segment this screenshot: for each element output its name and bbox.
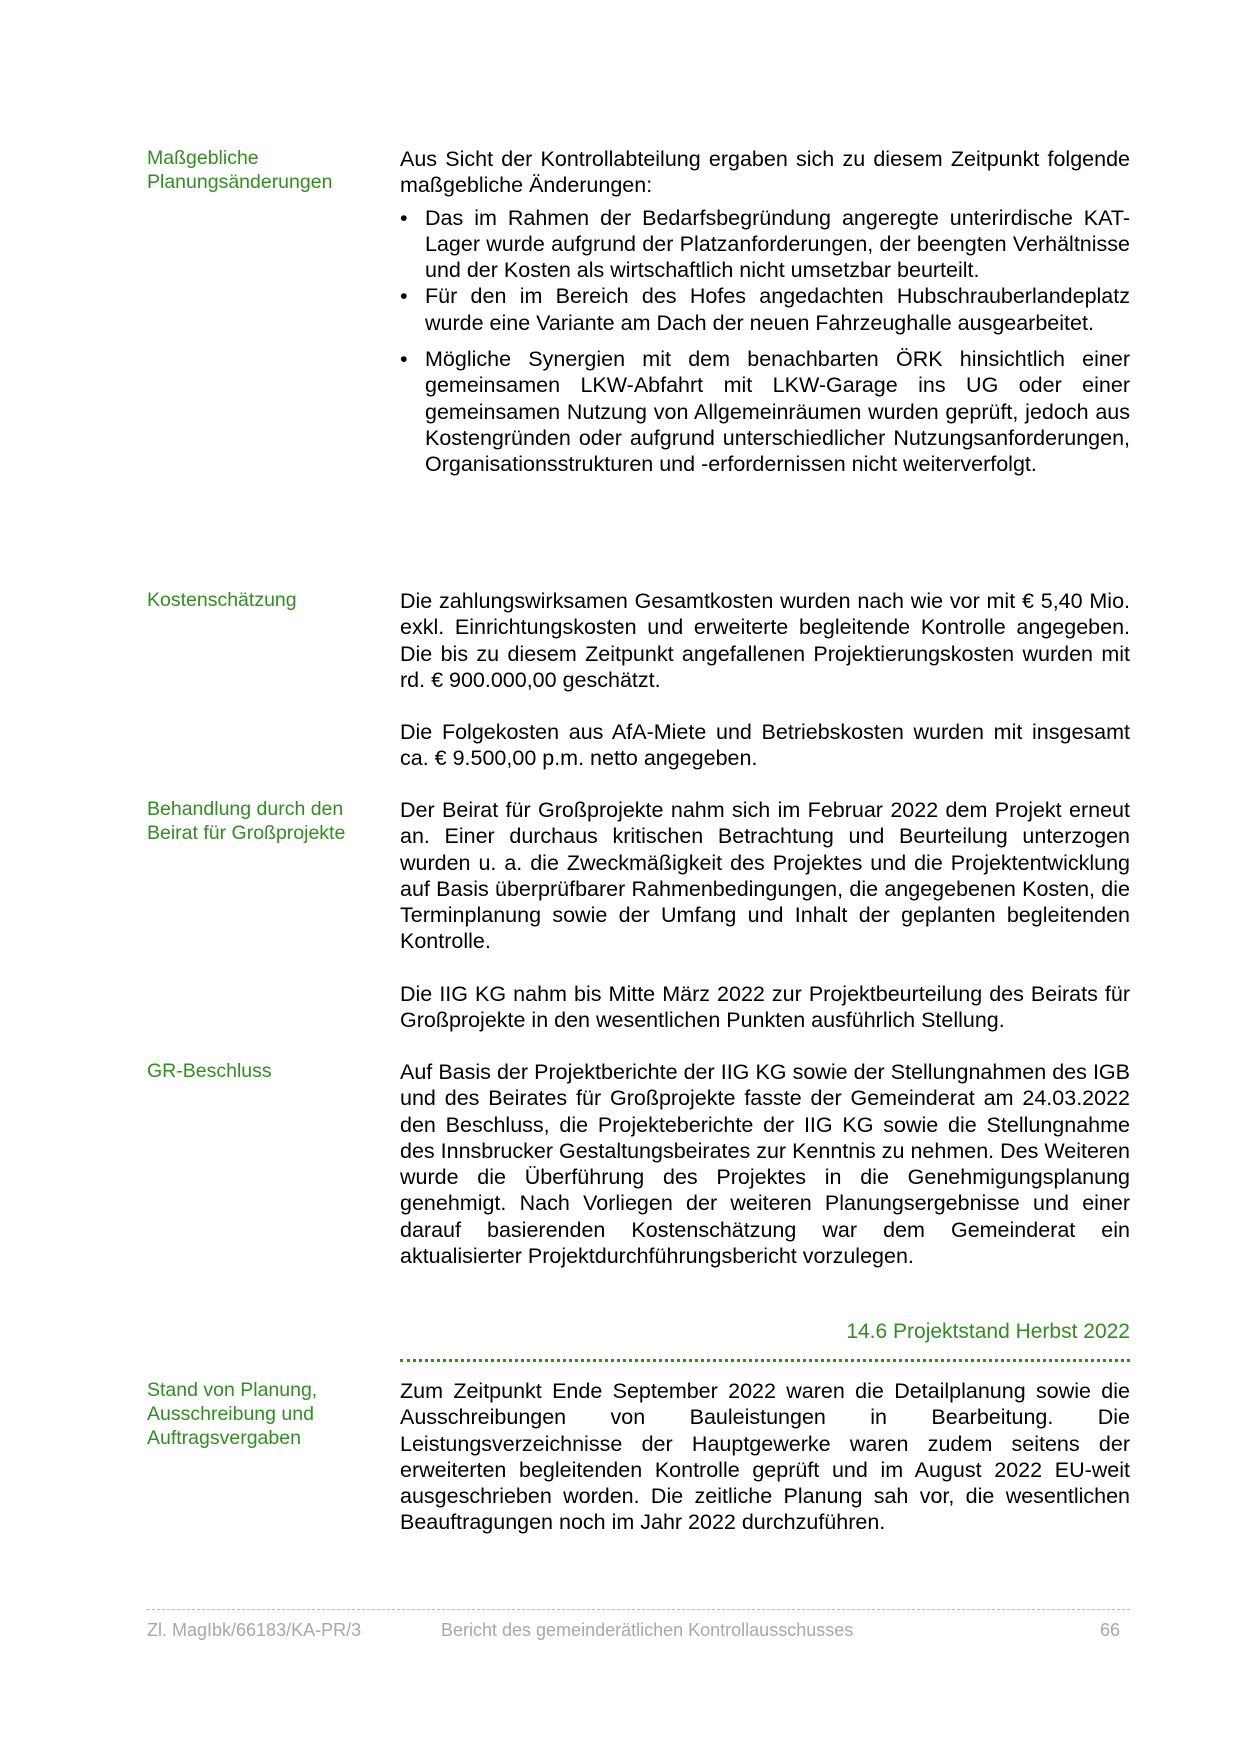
side-label-gr-beschluss: GR-Beschluss (147, 1060, 272, 1082)
page-number: 66 (1099, 1620, 1120, 1640)
section-planungsaenderungen (400, 146, 1130, 478)
list-item: • Mögliche Synergien mit dem benachbarten ÖRK hinsichtlich einer gemeinsamen LKW-Abfahrt mit LKW-Garage ins UG oder einer gemeinsamen Nutzung von Allgemeinräumen wurden geprüft, jedoch aus Kostengründen oder aufgrund unterschiedlicher Nutzungsanforderungen, Organisationsstrukturen und -erfordernissen nicht weiterverfolgt. (400, 346, 1130, 477)
side-label-kostenschaetzung: Kostenschätzung (147, 589, 297, 611)
side-label-planungsaenderungen: Maßgebliche Planungsänderungen (147, 147, 333, 193)
heading-divider (400, 1359, 1130, 1362)
paragraph: Die Folgekosten aus AfA-Miete und Betriebskosten wurden mit insgesamt ca. € 9.500,00 p.m. netto angegeben. (400, 720, 1130, 771)
change-list (400, 205, 1130, 478)
side-label-beirat: Behandlung durch den Beirat für Großprojekte (147, 798, 346, 844)
intro-paragraph: Aus Sicht der Kontrollabteilung ergaben sich zu diesem Zeitpunkt folgende maßgebliche Änderungen: (400, 147, 1130, 198)
footer-title: Bericht des gemeinderätlichen Kontrollausschusses (441, 1620, 854, 1640)
section-gr-beschluss (400, 1059, 1130, 1269)
paragraph: Zum Zeitpunkt Ende September 2022 waren die Detailplanung sowie die Ausschreibungen von Bauleistungen in Bearbeitung. Die Leistungsverzeichnisse der Hauptgewerke waren zudem seitens der erweiterten begleitenden Kontrolle geprüft und im August 2022 EU-weit ausgeschrieben worden. Die zeitliche Planung sah vor, die wesentlichen Beauftragungen noch im Jahr 2022 durchzuführen. (400, 1379, 1130, 1535)
list-item: • Für den im Bereich des Hofes angedachten Hubschrauberlandeplatz wurde eine Variante am Dach der neuen Fahrzeughalle ausgearbeitet. (400, 283, 1130, 336)
side-label-stand-planung: Stand von Planung, Ausschreibung und Auftragsvergaben (147, 1379, 318, 1449)
paragraph: Der Beirat für Großprojekte nahm sich im Februar 2022 dem Projekt erneut an. Einer durchaus kritischen Betrachtung und Beurteilung unterzogen wurden u. a. die Zweckmäßigkeit des Projektes und die Projektentwicklung auf Basis überprüfbarer Rahmenbedingungen, die angegebenen Kosten, die Terminplanung sowie der Umfang und Inhalt der geplanten begleitenden Kontrolle. (400, 798, 1130, 954)
footer-reference: Zl. MagIbk/66183/KA-PR/3 (147, 1620, 362, 1640)
footer-divider (147, 1609, 1130, 1610)
paragraph: Die zahlungswirksamen Gesamtkosten wurden nach wie vor mit € 5,40 Mio. exkl. Einrichtungskosten und erweiterte begleitende Kontrolle angegeben. Die bis zu diesem Zeitpunkt angefallenen Projektierungskosten wurden mit rd. € 900.000,00 geschätzt. (400, 589, 1130, 692)
section-kostenschaetzung (400, 588, 1130, 772)
list-item: • Das im Rahmen der Bedarfsbegründung angeregte unterirdische KAT-Lager wurde aufgrund der Platzanforderungen, der beengten Verhältnisse und der Kosten als wirtschaftlich nicht umsetzbar beurteilt. (400, 205, 1130, 284)
section-beirat (400, 797, 1130, 1033)
paragraph: Auf Basis der Projektberichte der IIG KG sowie der Stellungnahmen des IGB und des Beirates für Großprojekte fasste der Gemeinderat am 24.03.2022 den Beschluss, die Projekteberichte der IIG KG sowie die Stellungnahme des Innsbrucker Gestaltungsbeirates zur Kenntnis zu nehmen. Des Weiteren wurde die Überführung des Projektes in die Genehmigungsplanung genehmigt. Nach Vorliegen der weiteren Planungsergebnisse und einer darauf basierenden Kostenschätzung war dem Gemeinderat ein aktualisierter Projektdurchführungsbericht vorzulegen. (400, 1060, 1130, 1269)
section-heading: 14.6 Projektstand Herbst 2022 (846, 1320, 1130, 1343)
section-stand-planung (400, 1378, 1130, 1536)
paragraph: Die IIG KG nahm bis Mitte März 2022 zur Projektbeurteilung des Beirats für Großprojekte in den wesentlichen Punkten ausführlich Stellung. (400, 981, 1130, 1033)
